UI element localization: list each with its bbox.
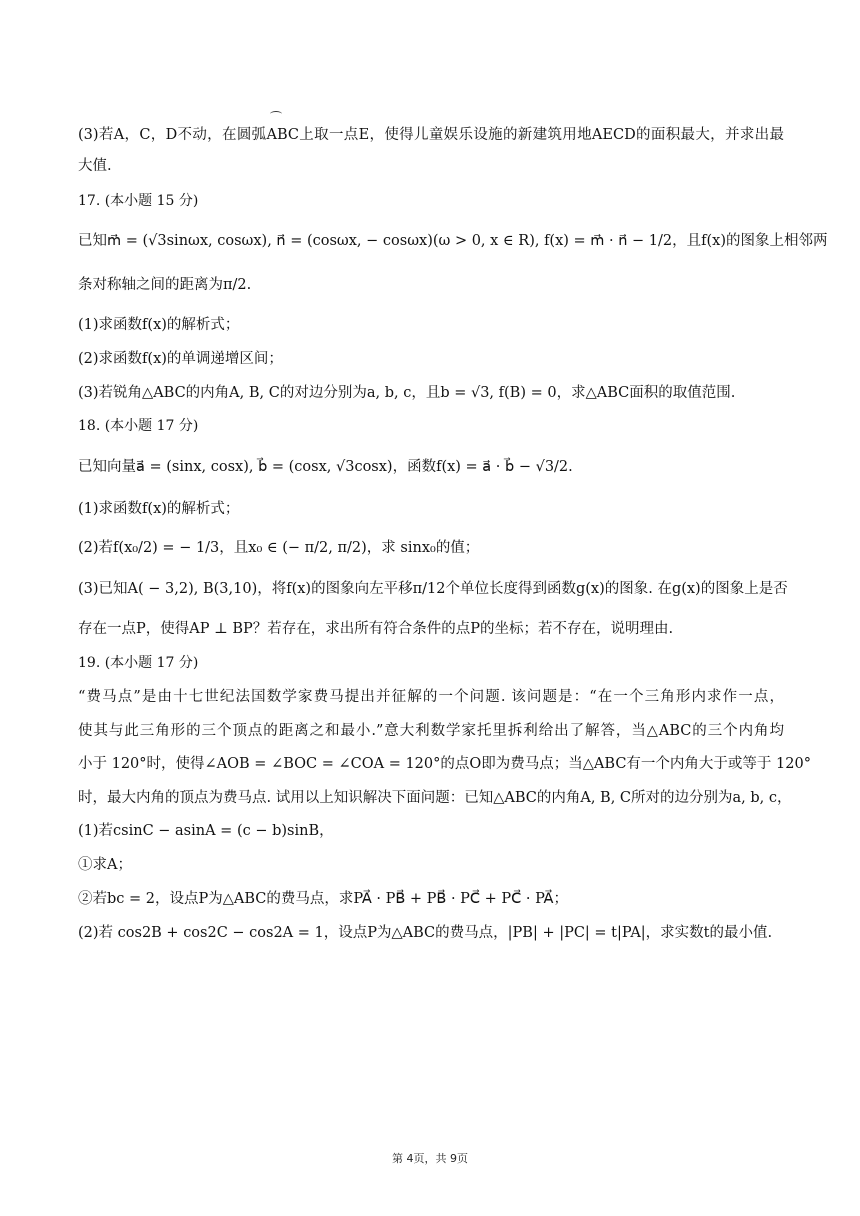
q18-part3-line1: (3)已知A( − 3,2), B(3,10)，将f(x)的图象向左平移π/12个单位长度得到函数g(x)的图象. 在g(x)的图象上是否 bbox=[78, 581, 788, 597]
q19-heading: 19. (本小题 17 分) bbox=[78, 655, 199, 671]
q18-heading: 18. (本小题 17 分) bbox=[78, 418, 199, 434]
q17-heading: 17. (本小题 15 分) bbox=[78, 193, 199, 209]
q18-part2: (2)若f(x₀/2) = − 1/3，且x₀ ∈ (− π/2, π/2)，求 sinx₀的值； bbox=[78, 540, 480, 556]
q19-stem-line1: “费马点”是由十七世纪法国数学家费马提出并征解的一个问题. 该问题是：“在一个三角形内求作一点， bbox=[78, 689, 784, 705]
q19-stem-line3: 小于 120°时，使得∠AOB = ∠BOC = ∠COA = 120°的点O即为费马点；当△ABC有一个内角大于或等于 120° bbox=[78, 756, 811, 772]
q19-part1-sub2: ②若bc = 2，设点P为△ABC的费马点，求PA⃗ · PB⃗ + PB⃗ · PC⃗ + PC⃗ · PA⃗； bbox=[78, 891, 568, 907]
q19-part2: (2)若 cos2B + cos2C − cos2A = 1，设点P为△ABC的费马点，|PB| + |PC| = t|PA|，求实数t的最小值. bbox=[78, 925, 773, 941]
q18-stem: 已知向量a⃗ = (sinx, cosx), b⃗ = (cosx, √3cosx)，函数f(x) = a⃗ · b⃗ − √3/2. bbox=[78, 459, 573, 475]
q17-part2: (2)求函数f(x)的单调递增区间； bbox=[78, 351, 283, 367]
q19-part1-sub1: ①求A； bbox=[78, 857, 132, 873]
q19-stem-line4: 时，最大内角的顶点为费马点. 试用以上知识解决下面问题：已知△ABC的内角A, B, C所对的边分别为a, b, c， bbox=[78, 790, 792, 806]
q16-part3-line2: 大值. bbox=[78, 158, 112, 174]
page-footer: 第 4页，共 9页 bbox=[392, 1152, 468, 1165]
arc-mark bbox=[270, 111, 282, 117]
q16-part3-line1: (3)若A，C，D不动，在圆弧ABC上取一点E，使得儿童娱乐设施的新建筑用地AECD的面积最大，并求出最 bbox=[78, 127, 784, 143]
q17-part1: (1)求函数f(x)的解析式； bbox=[78, 317, 240, 333]
q17-stem-line1: 已知m⃗ = (√3sinωx, cosωx), n⃗ = (cosωx, − cosωx)(ω > 0, x ∈ R), f(x) = m⃗ · n⃗ − 1/2，且f(x)的图象上相邻两 bbox=[78, 233, 828, 249]
q19-stem-line2: 使其与此三角形的三个顶点的距离之和最小.”意大利数学家托里拆利给出了解答，当△ABC的三个内角均 bbox=[78, 723, 784, 739]
q18-part1: (1)求函数f(x)的解析式； bbox=[78, 501, 240, 517]
q19-part1: (1)若csinC − asinA = (c − b)sinB， bbox=[78, 823, 334, 839]
q17-stem-line2: 条对称轴之间的距离为π/2. bbox=[78, 277, 252, 293]
q18-part3-line2: 存在一点P，使得AP ⊥ BP？若存在，求出所有符合条件的点P的坐标；若不存在，说明理由. bbox=[78, 621, 674, 637]
q17-part3: (3)若锐角△ABC的内角A, B, C的对边分别为a, b, c，且b = √3, f(B) = 0，求△ABC面积的取值范围. bbox=[78, 385, 736, 401]
